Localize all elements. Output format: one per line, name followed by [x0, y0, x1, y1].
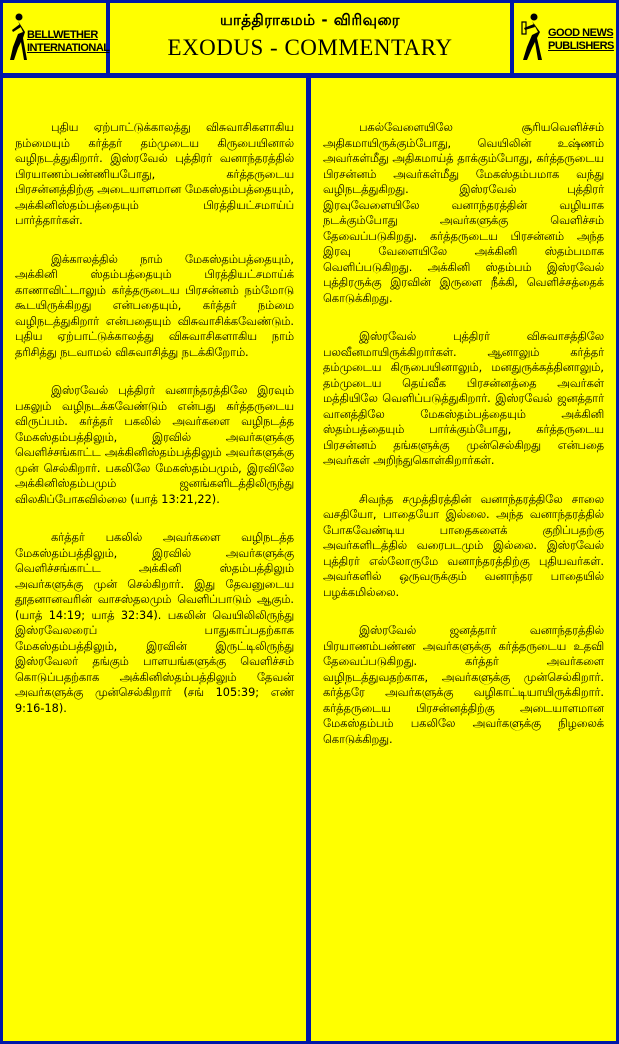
bellwether-line2: INTERNATIONAL	[27, 42, 110, 54]
good-news-logo	[514, 3, 616, 73]
paragraph: பகல்வேளையிலே சூரியவெளிச்சம் அதிகமாயிருக்கும்போது, வெயிலின் உஷ்ணம் அவர்கள்மீது அதிகமாய்த் தாக்கும்போது, கர்த்தருடைய பிரசன்னம் அவர்கள்மீது மேகஸ்தம்பமாக வந்து வழிநடத்துகிறது. இஸ்ரவேல் புத்திரர் இரவுவேளையிலே வனாந்தரத்தின் வழியாக நடக்கும்போது அவர்களுக்கு வெளிச்சம் தேவைப்படுகிறது. கர்த்தருடைய பிரசன்னம் அந்த இரவு வேளையிலே அக்கினி ஸ்தம்பமாக வெளிப்படுகிறது. அக்கினி ஸ்தம்பம் இஸ்ரவேல் புத்திரருக்கு இரவின் இருளை நீக்கி, வெளிச்சத்தைக் கொடுக்கிறது.	[323, 121, 604, 305]
good-news-line2: PUBLISHERS	[548, 40, 614, 52]
right-column-text	[311, 78, 616, 747]
paragraph: கர்த்தர் பகலில் அவர்களை வழிநடத்த மேகஸ்தம்பத்திலும், இரவில் அவர்களுக்கு வெளிச்சங்காட்ட அக்கினி ஸ்தம்பத்திலும் அவர்களுக்கு முன் செல்கிறார். இது தேவனுடைய தூதனானவரின் வாசஸ்தலமும் வெளிப்பாடும் ஆகும். (யாத் 14:19; யாத் 32:34). பகலின் வெயிலிலிருந்து இஸ்ரவேலரைப் பாதுகாப்பதற்காக மேகஸ்தம்பத்திலும், இரவின் இருட்டிலிருந்து இஸ்ரவேலர் தங்கும் பாளயங்களுக்கு வெளிச்சம் கொடுப்பதற்காக அக்கினிஸ்தம்பத்திலும் தேவன் அவர்களுக்கு முன்செல்கிறார் (சங் 105:39; எண் 9:16-18).	[15, 531, 294, 715]
good-news-line1: GOOD NEWS	[548, 27, 614, 39]
good-news-logo-text	[548, 27, 614, 53]
paragraph: இஸ்ரவேல் ஜனத்தார் வனாந்தரத்தில் பிரயாணம்பண்ண அவர்களுக்கு கர்த்தருடைய உதவி தேவைப்படுகிறது. கர்த்தர் அவர்களை வழிநடத்துவதற்காக, அவர்களுக்கு முன்செல்கிறார். கர்த்தரே அவர்களுக்கு வழிகாட்டியாயிருக்கிறார். கர்த்தருடைய பிரசன்னத்திற்கு அடையாளமான மேகஸ்தம்பம் பகலிலே அவர்களுக்கு நிழலைக் கொடுக்கிறது.	[323, 624, 604, 746]
paragraph: இக்காலத்தில் நாம் மேகஸ்தம்பத்தையும், அக்கினி ஸ்தம்பத்தையும் பிரத்தியட்சமாய்க் காணாவிட்டாலும் கர்த்தருடைய பிரசன்னம் நம்மோடு கூடயிருக்கிறது என்பதையும், கர்த்தர் நம்மை வழிநடத்துகிறார் என்பதையும் விசுவாசிக்கவேண்டும். புதிய ஏற்பாட்டுக்காலத்து விசுவாசிகளாகிய நாம் தரிசித்து நடவாமல் விசுவாசித்து நடக்கிறோம்.	[15, 252, 294, 359]
bellwether-logo-text	[27, 29, 110, 55]
bellwether-runner-icon	[9, 12, 27, 62]
bellwether-line1: BELLWETHER	[27, 29, 98, 41]
page-title-tamil: யாத்திராகமம் - விரிவுரை	[220, 11, 400, 29]
page-header	[110, 3, 510, 73]
left-column	[3, 78, 306, 1041]
left-column-text	[3, 78, 306, 716]
paragraph: புதிய ஏற்பாட்டுக்காலத்து விசுவாசிகளாகிய நம்மையும் கர்த்தர் தம்முடைய கிருபையினால் வழிநடத்துகிறார். இஸ்ரவேல் புத்திரர் வனாந்தரத்தில் பிரயாணம்பண்ணியபோது, கர்த்தருடைய பிரசன்னத்திற்கு அடையாளமான மேகஸ்தம்பத்தையும், அக்கினிஸ்தம்பத்தையும் பிரத்தியட்சமாய்ப் பார்த்தார்கள்.	[15, 121, 294, 227]
good-news-runner-icon	[520, 12, 544, 62]
bellwether-logo	[3, 3, 110, 73]
right-column	[311, 78, 616, 1041]
paragraph: சிவந்த சமுத்திரத்தின் வனாந்தரத்திலே சாலை வசதியோ, பாதையோ இல்லை. அந்த வனாந்தரத்தில் போகவேண்டிய பாதைகளைக் குறிப்பதற்கு அவர்களிடத்தில் வரைபடமும் இல்லை. இஸ்ரவேல் புத்திரர் எல்லோருமே வனாந்தரத்திற்கு புதியவர்கள். அவர்களில் ஒருவருக்கும் வனாந்தர பாதையில் பழக்கமில்லை.	[323, 492, 604, 599]
page-title-english: EXODUS - COMMENTARY	[167, 35, 453, 60]
paragraph: இஸ்ரவேல் புத்திரர் விசுவாசத்திலே பலவீனமாயிருக்கிறார்கள். ஆனாலும் கர்த்தர் தம்முடைய கிருபையினாலும், மனதுருக்கத்தினாலும், தம்முடைய தெய்வீக பிரசன்னத்தை அவர்கள் மத்தியிலே வெளிப்படுத்துகிறார். இஸ்ரவேல் ஜனத்தார் வானத்திலே மேகஸ்தம்பத்தையும் அக்கினி ஸ்தம்பத்தையும் பார்க்கும்போது, கர்த்தருடைய பிரசன்னம் தங்களுக்கு முன்செல்கிறது என்பதை அவர்கள் அறிந்துகொள்கிறார்கள்.	[323, 330, 604, 467]
paragraph: இஸ்ரவேல் புத்திரர் வனாந்தரத்திலே இரவும் பகலும் வழிநடக்கவேண்டும் என்பது கர்த்தருடைய விருப்பம். கர்த்தர் பகலில் அவர்களை வழிநடத்த மேகஸ்தம்பத்திலும், இரவில் அவர்களுக்கு வெளிச்சங்காட்ட அக்கினிஸ்தம்பத்திலும் அவர்களுக்கு முன் செல்கிறார். பகலிலே மேகஸ்தம்பமும், இரவிலே அக்கினிஸ்தம்பமும் ஜனங்களிடத்திலிருந்து விலகிப்போகவில்லை (யாத் 13:21,22).	[15, 384, 294, 506]
